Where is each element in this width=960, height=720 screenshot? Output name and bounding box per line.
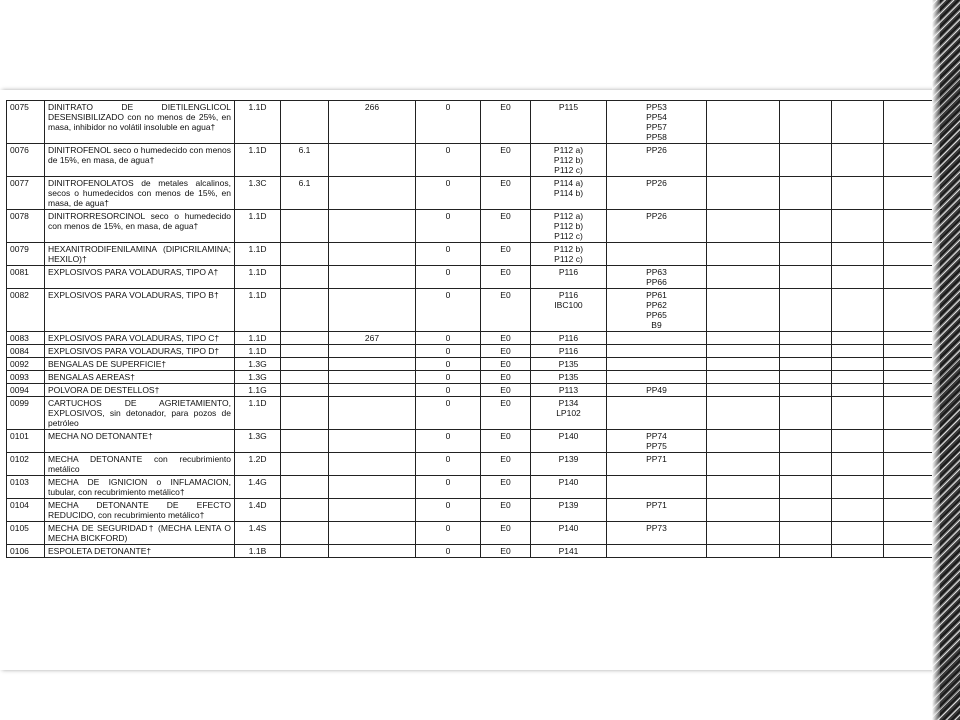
packing-instruction-cell-line: P115 <box>558 102 579 112</box>
limited-quantity-cell: 0 <box>416 358 481 371</box>
packing-instruction-cell-line: P140 <box>558 523 579 533</box>
un-number-cell: 0102 <box>7 453 45 476</box>
table-row <box>7 210 943 243</box>
empty-cell <box>832 430 884 453</box>
special-provision-cell <box>329 384 416 397</box>
packing-provision-cell <box>607 144 707 177</box>
substance-name-cell: MECHA DETONANTE con recubrimiento metálico <box>45 453 235 476</box>
packing-instruction-cell <box>531 397 607 430</box>
limited-quantity-cell: 0 <box>416 101 481 144</box>
packing-instruction-cell <box>531 358 607 371</box>
subsidiary-risk-cell <box>281 371 329 384</box>
empty-cell <box>832 453 884 476</box>
empty-cell <box>832 476 884 499</box>
subsidiary-risk-cell <box>281 266 329 289</box>
empty-cell <box>780 177 832 210</box>
packing-provision-cell <box>607 430 707 453</box>
class-cell: 1.3G <box>235 430 281 453</box>
excepted-quantity-cell: E0 <box>481 243 531 266</box>
limited-quantity-cell: 0 <box>416 397 481 430</box>
packing-instruction-cell <box>531 243 607 266</box>
empty-cell <box>832 243 884 266</box>
empty-cell <box>780 144 832 177</box>
excepted-quantity-cell: E0 <box>481 289 531 332</box>
packing-provision-cell <box>607 243 707 266</box>
empty-cell <box>780 453 832 476</box>
packing-instruction-cell-line: P139 <box>558 454 579 464</box>
packing-instruction-cell-line: P112 c) <box>554 254 583 264</box>
packing-provision-cell-line: PP62 <box>646 300 667 310</box>
special-provision-cell <box>329 144 416 177</box>
empty-cell <box>780 345 832 358</box>
excepted-quantity-cell: E0 <box>481 384 531 397</box>
empty-cell <box>707 384 780 397</box>
empty-cell <box>707 332 780 345</box>
special-provision-cell <box>329 499 416 522</box>
empty-cell <box>832 177 884 210</box>
un-number-cell: 0106 <box>7 545 45 558</box>
packing-provision-cell <box>607 476 707 499</box>
subsidiary-risk-cell <box>281 243 329 266</box>
limited-quantity-cell: 0 <box>416 384 481 397</box>
packing-instruction-cell <box>531 522 607 545</box>
subsidiary-risk-cell <box>281 522 329 545</box>
packing-provision-cell <box>607 453 707 476</box>
empty-cell <box>707 545 780 558</box>
class-cell: 1.3G <box>235 371 281 384</box>
empty-cell <box>707 476 780 499</box>
packing-provision-cell-line: PP61 <box>646 290 667 300</box>
empty-cell <box>780 101 832 144</box>
substance-name-cell: EXPLOSIVOS PARA VOLADURAS, TIPO C† <box>45 332 235 345</box>
subsidiary-risk-cell <box>281 453 329 476</box>
packing-provision-cell <box>607 545 707 558</box>
packing-provision-cell-line: PP65 <box>646 310 667 320</box>
packing-provision-cell-line: PP66 <box>646 277 667 287</box>
packing-provision-cell <box>607 371 707 384</box>
empty-cell <box>832 545 884 558</box>
substance-name-cell: DINITROFENOLATOS de metales alcalinos, secos o humedecidos con menos de 15%, en masa, de agua† <box>45 177 235 210</box>
un-number-cell: 0077 <box>7 177 45 210</box>
special-provision-cell <box>329 371 416 384</box>
packing-instruction-cell <box>531 210 607 243</box>
table-row <box>7 289 943 332</box>
un-number-cell: 0103 <box>7 476 45 499</box>
packing-instruction-cell <box>531 430 607 453</box>
class-cell: 1.2D <box>235 453 281 476</box>
packing-provision-cell-line: PP73 <box>646 523 667 533</box>
packing-provision-cell-line: PP49 <box>646 385 667 395</box>
substance-name-cell: EXPLOSIVOS PARA VOLADURAS, TIPO A† <box>45 266 235 289</box>
table-row <box>7 476 943 499</box>
decorative-side-strip <box>932 0 960 720</box>
packing-instruction-cell-line: P140 <box>558 431 579 441</box>
class-cell: 1.1D <box>235 289 281 332</box>
excepted-quantity-cell: E0 <box>481 430 531 453</box>
table-row <box>7 371 943 384</box>
limited-quantity-cell: 0 <box>416 243 481 266</box>
class-cell: 1.4D <box>235 499 281 522</box>
table-row <box>7 384 943 397</box>
table-row <box>7 144 943 177</box>
packing-instruction-cell-line: P114 a) <box>553 178 584 188</box>
packing-instruction-cell <box>531 289 607 332</box>
special-provision-cell <box>329 453 416 476</box>
packing-provision-cell <box>607 522 707 545</box>
empty-cell <box>780 430 832 453</box>
empty-cell <box>707 177 780 210</box>
special-provision-cell <box>329 266 416 289</box>
packing-instruction-cell <box>531 384 607 397</box>
class-cell: 1.4G <box>235 476 281 499</box>
excepted-quantity-cell: E0 <box>481 210 531 243</box>
limited-quantity-cell: 0 <box>416 476 481 499</box>
limited-quantity-cell: 0 <box>416 499 481 522</box>
excepted-quantity-cell: E0 <box>481 358 531 371</box>
empty-cell <box>832 397 884 430</box>
empty-cell <box>707 522 780 545</box>
packing-provision-cell <box>607 101 707 144</box>
document-page <box>0 90 948 670</box>
packing-instruction-cell <box>531 453 607 476</box>
packing-provision-cell <box>607 332 707 345</box>
class-cell: 1.1D <box>235 101 281 144</box>
table-row <box>7 332 943 345</box>
un-number-cell: 0105 <box>7 522 45 545</box>
subsidiary-risk-cell <box>281 499 329 522</box>
empty-cell <box>832 499 884 522</box>
packing-instruction-cell-line: P112 c) <box>554 231 583 241</box>
class-cell: 1.1D <box>235 144 281 177</box>
class-cell: 1.3C <box>235 177 281 210</box>
empty-cell <box>780 243 832 266</box>
substance-name-cell: CARTUCHOS DE AGRIETAMIENTO, EXPLOSIVOS, sin detonador, para pozos de petróleo <box>45 397 235 430</box>
empty-cell <box>707 358 780 371</box>
subsidiary-risk-cell <box>281 332 329 345</box>
substance-name-cell: BENGALAS AEREAS† <box>45 371 235 384</box>
excepted-quantity-cell: E0 <box>481 345 531 358</box>
substance-name-cell: MECHA DE SEGURIDAD† (MECHA LENTA O MECHA BICKFORD) <box>45 522 235 545</box>
excepted-quantity-cell: E0 <box>481 144 531 177</box>
excepted-quantity-cell: E0 <box>481 499 531 522</box>
packing-provision-cell <box>607 210 707 243</box>
packing-instruction-cell-line: P139 <box>558 500 579 510</box>
empty-cell <box>707 210 780 243</box>
class-cell: 1.1B <box>235 545 281 558</box>
packing-provision-cell-line: PP26 <box>646 178 667 188</box>
empty-cell <box>780 358 832 371</box>
packing-provision-cell-line: PP75 <box>646 441 667 451</box>
empty-cell <box>780 210 832 243</box>
special-provision-cell <box>329 430 416 453</box>
special-provision-cell <box>329 177 416 210</box>
empty-cell <box>707 453 780 476</box>
empty-cell <box>707 144 780 177</box>
un-number-cell: 0104 <box>7 499 45 522</box>
limited-quantity-cell: 0 <box>416 266 481 289</box>
un-number-cell: 0081 <box>7 266 45 289</box>
limited-quantity-cell: 0 <box>416 345 481 358</box>
empty-cell <box>780 384 832 397</box>
packing-provision-cell-line: PP71 <box>646 454 667 464</box>
excepted-quantity-cell: E0 <box>481 101 531 144</box>
packing-instruction-cell-line: P135 <box>558 372 579 382</box>
substance-name-cell: POLVORA DE DESTELLOS† <box>45 384 235 397</box>
packing-instruction-cell-line: P116 <box>558 346 579 356</box>
packing-provision-cell <box>607 266 707 289</box>
substance-name-cell: BENGALAS DE SUPERFICIE† <box>45 358 235 371</box>
subsidiary-risk-cell <box>281 101 329 144</box>
excepted-quantity-cell: E0 <box>481 545 531 558</box>
table-row <box>7 345 943 358</box>
special-provision-cell <box>329 545 416 558</box>
special-provision-cell <box>329 397 416 430</box>
packing-instruction-cell-line: P113 <box>558 385 579 395</box>
subsidiary-risk-cell <box>281 289 329 332</box>
subsidiary-risk-cell <box>281 476 329 499</box>
packing-instruction-cell-line: P112 a) <box>553 145 584 155</box>
special-provision-cell <box>329 476 416 499</box>
substance-name-cell: DINITROFENOL seco o humedecido con menos de 15%, en masa, de agua† <box>45 144 235 177</box>
special-provision-cell: 267 <box>329 332 416 345</box>
empty-cell <box>832 345 884 358</box>
packing-provision-cell <box>607 345 707 358</box>
un-number-cell: 0082 <box>7 289 45 332</box>
table-row <box>7 499 943 522</box>
packing-instruction-cell-line: P135 <box>558 359 579 369</box>
packing-provision-cell-line: PP53 <box>646 102 667 112</box>
packing-instruction-cell <box>531 332 607 345</box>
subsidiary-risk-cell <box>281 345 329 358</box>
packing-provision-cell-line: PP63 <box>646 267 667 277</box>
excepted-quantity-cell: E0 <box>481 177 531 210</box>
special-provision-cell <box>329 522 416 545</box>
packing-provision-cell-line: PP71 <box>646 500 667 510</box>
excepted-quantity-cell: E0 <box>481 522 531 545</box>
empty-cell <box>780 289 832 332</box>
class-cell: 1.1D <box>235 210 281 243</box>
empty-cell <box>707 499 780 522</box>
un-number-cell: 0099 <box>7 397 45 430</box>
packing-instruction-cell <box>531 499 607 522</box>
empty-cell <box>707 289 780 332</box>
packing-provision-cell <box>607 499 707 522</box>
empty-cell <box>832 144 884 177</box>
dangerous-goods-table <box>6 100 943 558</box>
packing-provision-cell-line: PP58 <box>646 132 667 142</box>
limited-quantity-cell: 0 <box>416 210 481 243</box>
packing-provision-cell-line: PP54 <box>646 112 667 122</box>
substance-name-cell: EXPLOSIVOS PARA VOLADURAS, TIPO D† <box>45 345 235 358</box>
excepted-quantity-cell: E0 <box>481 397 531 430</box>
substance-name-cell: EXPLOSIVOS PARA VOLADURAS, TIPO B† <box>45 289 235 332</box>
substance-name-cell: MECHA NO DETONANTE† <box>45 430 235 453</box>
class-cell: 1.1D <box>235 397 281 430</box>
packing-provision-cell <box>607 289 707 332</box>
subsidiary-risk-cell <box>281 397 329 430</box>
empty-cell <box>832 210 884 243</box>
special-provision-cell <box>329 243 416 266</box>
excepted-quantity-cell: E0 <box>481 332 531 345</box>
empty-cell <box>707 243 780 266</box>
empty-cell <box>832 522 884 545</box>
un-number-cell: 0093 <box>7 371 45 384</box>
special-provision-cell <box>329 358 416 371</box>
subsidiary-risk-cell <box>281 210 329 243</box>
substance-name-cell: HEXANITRODIFENILAMINA (DIPICRILAMINA; HEXILO)† <box>45 243 235 266</box>
limited-quantity-cell: 0 <box>416 453 481 476</box>
packing-provision-cell <box>607 358 707 371</box>
table-row <box>7 266 943 289</box>
empty-cell <box>832 101 884 144</box>
subsidiary-risk-cell <box>281 358 329 371</box>
substance-name-cell: MECHA DE IGNICION o INFLAMACION, tubular, con recubrimiento metálico† <box>45 476 235 499</box>
subsidiary-risk-cell: 6.1 <box>281 177 329 210</box>
limited-quantity-cell: 0 <box>416 522 481 545</box>
excepted-quantity-cell: E0 <box>481 453 531 476</box>
class-cell: 1.1G <box>235 384 281 397</box>
packing-instruction-cell-line: IBC100 <box>554 300 583 310</box>
substance-name-cell: DINITRATO DE DIETILENGLICOL DESENSIBILIZADO con no menos de 25%, en masa, inhibidor no volátil insoluble en agua† <box>45 101 235 144</box>
class-cell: 1.1D <box>235 243 281 266</box>
class-cell: 1.3G <box>235 358 281 371</box>
empty-cell <box>707 345 780 358</box>
packing-instruction-cell-line: P112 c) <box>554 165 583 175</box>
un-number-cell: 0076 <box>7 144 45 177</box>
table-row <box>7 397 943 430</box>
packing-instruction-cell-line: P116 <box>558 290 579 300</box>
packing-provision-cell-line: B9 <box>651 320 662 330</box>
subsidiary-risk-cell: 6.1 <box>281 144 329 177</box>
class-cell: 1.1D <box>235 345 281 358</box>
limited-quantity-cell: 0 <box>416 371 481 384</box>
class-cell: 1.1D <box>235 332 281 345</box>
table-row <box>7 453 943 476</box>
limited-quantity-cell: 0 <box>416 430 481 453</box>
special-provision-cell: 266 <box>329 101 416 144</box>
empty-cell <box>707 430 780 453</box>
limited-quantity-cell: 0 <box>416 332 481 345</box>
packing-instruction-cell-line: P134 <box>558 398 579 408</box>
packing-provision-cell-line: PP57 <box>646 122 667 132</box>
substance-name-cell: DINITRORRESORCINOL seco o humedecido con menos de 15%, en masa, de agua† <box>45 210 235 243</box>
table-row <box>7 358 943 371</box>
table-row <box>7 177 943 210</box>
empty-cell <box>707 371 780 384</box>
un-number-cell: 0101 <box>7 430 45 453</box>
empty-cell <box>780 545 832 558</box>
un-number-cell: 0094 <box>7 384 45 397</box>
table-row <box>7 101 943 144</box>
special-provision-cell <box>329 289 416 332</box>
un-number-cell: 0078 <box>7 210 45 243</box>
empty-cell <box>780 499 832 522</box>
excepted-quantity-cell: E0 <box>481 476 531 499</box>
table-row <box>7 522 943 545</box>
packing-instruction-cell-line: P112 b) <box>553 244 584 254</box>
packing-instruction-cell-line: P112 a) <box>553 211 584 221</box>
special-provision-cell <box>329 210 416 243</box>
limited-quantity-cell: 0 <box>416 289 481 332</box>
limited-quantity-cell: 0 <box>416 177 481 210</box>
empty-cell <box>707 101 780 144</box>
packing-provision-cell <box>607 397 707 430</box>
limited-quantity-cell: 0 <box>416 545 481 558</box>
empty-cell <box>780 371 832 384</box>
class-cell: 1.4S <box>235 522 281 545</box>
empty-cell <box>707 397 780 430</box>
packing-instruction-cell <box>531 371 607 384</box>
packing-instruction-cell <box>531 144 607 177</box>
excepted-quantity-cell: E0 <box>481 266 531 289</box>
special-provision-cell <box>329 345 416 358</box>
packing-instruction-cell-line: LP102 <box>556 408 581 418</box>
packing-instruction-cell-line: P116 <box>558 333 579 343</box>
empty-cell <box>832 289 884 332</box>
un-number-cell: 0084 <box>7 345 45 358</box>
subsidiary-risk-cell <box>281 384 329 397</box>
excepted-quantity-cell: E0 <box>481 371 531 384</box>
packing-instruction-cell-line: P114 b) <box>553 188 584 198</box>
empty-cell <box>832 371 884 384</box>
substance-name-cell: MECHA DETONANTE DE EFECTO REDUCIDO, con recubrimiento metálico† <box>45 499 235 522</box>
empty-cell <box>707 266 780 289</box>
empty-cell <box>832 332 884 345</box>
subsidiary-risk-cell <box>281 545 329 558</box>
packing-provision-cell <box>607 384 707 397</box>
un-number-cell: 0075 <box>7 101 45 144</box>
subsidiary-risk-cell <box>281 430 329 453</box>
empty-cell <box>780 522 832 545</box>
packing-instruction-cell <box>531 177 607 210</box>
empty-cell <box>832 384 884 397</box>
packing-instruction-cell-line: P112 b) <box>553 221 584 231</box>
packing-instruction-cell-line: P116 <box>558 267 579 277</box>
packing-instruction-cell <box>531 476 607 499</box>
un-number-cell: 0092 <box>7 358 45 371</box>
empty-cell <box>780 266 832 289</box>
packing-provision-cell-line: PP26 <box>646 211 667 221</box>
packing-instruction-cell <box>531 345 607 358</box>
table-row <box>7 430 943 453</box>
packing-provision-cell <box>607 177 707 210</box>
empty-cell <box>780 332 832 345</box>
table-row <box>7 545 943 558</box>
empty-cell <box>780 476 832 499</box>
packing-instruction-cell <box>531 101 607 144</box>
un-number-cell: 0079 <box>7 243 45 266</box>
empty-cell <box>832 358 884 371</box>
packing-instruction-cell-line: P140 <box>558 477 579 487</box>
limited-quantity-cell: 0 <box>416 144 481 177</box>
un-number-cell: 0083 <box>7 332 45 345</box>
packing-provision-cell-line: PP74 <box>646 431 667 441</box>
packing-instruction-cell <box>531 545 607 558</box>
packing-instruction-cell-line: P112 b) <box>553 155 584 165</box>
packing-instruction-cell <box>531 266 607 289</box>
empty-cell <box>780 397 832 430</box>
packing-provision-cell-line: PP26 <box>646 145 667 155</box>
class-cell: 1.1D <box>235 266 281 289</box>
packing-instruction-cell-line: P141 <box>558 546 579 556</box>
table-row <box>7 243 943 266</box>
empty-cell <box>832 266 884 289</box>
substance-name-cell: ESPOLETA DETONANTE† <box>45 545 235 558</box>
